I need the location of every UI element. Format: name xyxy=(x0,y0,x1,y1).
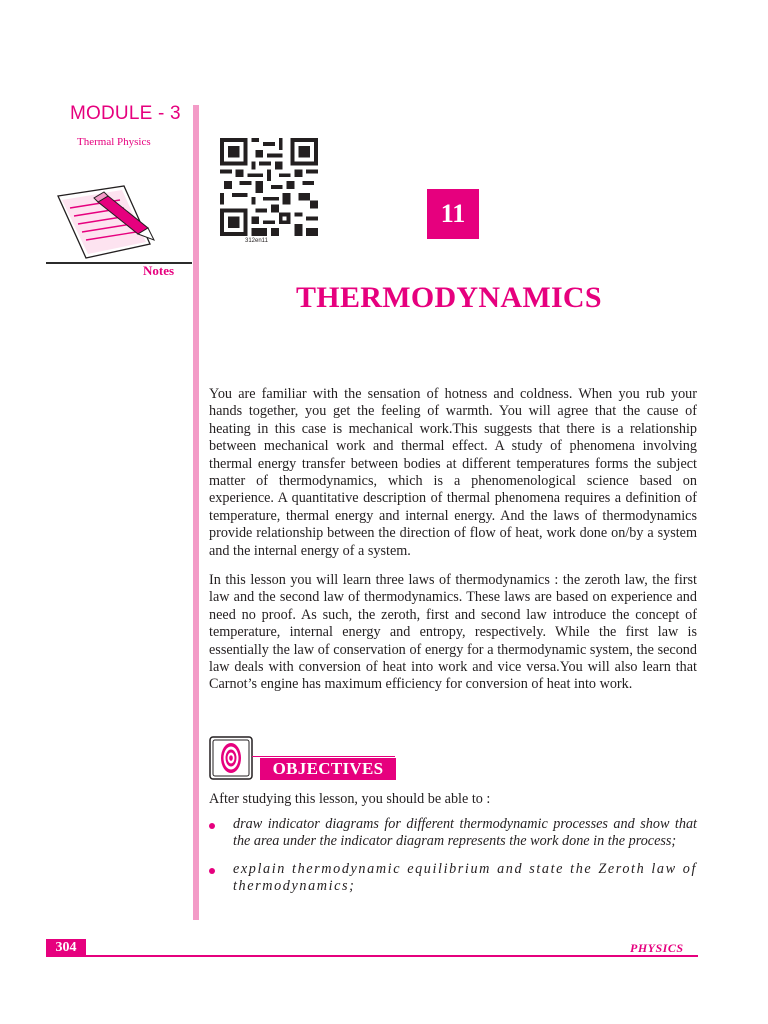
bullet-icon xyxy=(209,823,215,829)
bullet-icon xyxy=(209,868,215,874)
notepad-with-pencil-icon xyxy=(46,178,158,264)
qr-code-icon xyxy=(220,138,318,236)
footer-subject: PHYSICS xyxy=(630,941,684,955)
qr-caption: 312en11 xyxy=(245,238,268,244)
objectives-intro: After studying this lesson, you should be able to : xyxy=(209,791,491,807)
chapter-title: THERMODYNAMICS xyxy=(296,281,602,314)
objectives-rule xyxy=(252,756,395,757)
list-item xyxy=(209,816,697,851)
chapter-number: 11 xyxy=(427,189,479,239)
lesson-paragraph: In this lesson you will learn three laws of thermodynamics : the zeroth law, the first law and the second law of thermodynamics. These laws are based on experience and need no proof. As such, the zeroth, first and second law introduce the concept of temperature, internal energy and entropy, respectively. While the first law is essentially the law of conservation of energy for a thermodynamic system, the second law deals with conversion of heat into work and vice versa.You will also learn that Carnot’s engine has maximum efficiency for conversion of heat into work. xyxy=(209,572,697,693)
module-subtitle: Thermal Physics xyxy=(77,136,151,148)
page-number: 304 xyxy=(46,939,86,957)
list-item xyxy=(209,861,697,896)
margin-bar xyxy=(193,105,199,920)
objective-text: explain thermodynamic equilibrium and state the Zeroth law of thermodynamics; xyxy=(233,860,697,895)
target-icon xyxy=(209,736,253,780)
intro-paragraph: You are familiar with the sensation of hotness and coldness. When you rub your hands together, you get the feeling of warmth. You will agree that the cause of heating in this case is mechanical work.This suggests that there is a relationship between mechanical work and thermal effect. A study of phenomena involving thermal energy transfer between bodies at different temperatures forms the subject matter of thermodynamics, which is a phenomenological science based on experience. A quantitative description of thermal phenomena requires a definition of temperature, thermal energy and internal energy. And the laws of thermodynamics provide relationship between the direction of flow of heat, work done on/by a system and the internal energy of a system. xyxy=(209,386,697,559)
notes-label: Notes xyxy=(143,263,175,278)
module-title: MODULE - 3 xyxy=(70,103,181,124)
objectives-heading: OBJECTIVES xyxy=(260,758,396,780)
objective-text: draw indicator diagrams for different thermodynamic processes and show that the area under the indicator diagram represents the work done in the process; xyxy=(233,816,697,850)
objectives-list xyxy=(209,816,697,906)
footer-rule xyxy=(46,955,698,957)
